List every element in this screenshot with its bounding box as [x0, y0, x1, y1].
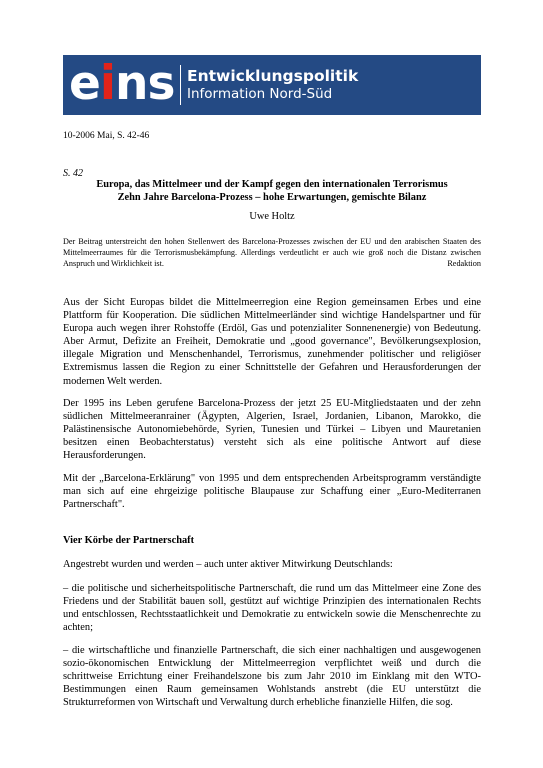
title-line-2: Zehn Jahre Barcelona-Prozess – hohe Erwartungen, gemischte Bilanz: [117, 192, 427, 203]
section-paragraph-1: Angestrebt wurden und werden – auch unter aktiver Mitwirkung Deutschlands:: [63, 559, 393, 570]
logo-prefix: e: [69, 56, 100, 111]
logo-divider: [180, 65, 181, 105]
title-line-1: Europa, das Mittelmeer und der Kampf gegen den internationalen Terrorismus: [96, 179, 448, 190]
author-name: Uwe Holtz: [249, 211, 295, 222]
logo-dot-letter: i: [99, 56, 116, 111]
section-paragraph-2: – die politische und sicherheitspolitische Partnerschaft, die rund um das Mittelmeer eine Zone des Friedens und der Stabilität bauen soll, gestützt auf wichtige Prinzipien des internationalen Rechts und entschlossen, Rechtsstaatlichkeit und Demokratie zu entwickeln sowie die Menschenrechte zu achten;: [63, 583, 481, 634]
teaser-text: Der Beitrag unterstreicht den hohen Stellenwert des Barcelona-Prozesses zwischen der EU und den arabischen Staaten des Mittelmeerraumes für die Terrorismusbekämpfung. Allerdings verdeutlicht er auch wie groß noch die Distanz zwischen Anspruch und Wirklichkeit ist.: [63, 237, 481, 268]
eins-logo: [69, 56, 174, 112]
section-paragraph-3: – die wirtschaftliche und finanzielle Partnerschaft, die sich einer nachhaltigen und ausgewogenen sozio-ökonomischen Entwicklung der Mittelmeerregion verpflichtet weiß und durch die schrittweise Errichtung einer Freihandelszone bis zum Jahr 2010 im Einklang mit den WTO-Bestimmungen einen Raum gemeinsamen Wohlstands anstrebt (die EU unterstützt die Strukturreformen von Wirtschaft und Verwaltung durch erhebliche finanzielle Hilfen, die sog.: [63, 645, 481, 709]
paragraph-2: Der 1995 ins Leben gerufene Barcelona-Prozess der jetzt 25 EU-Mitgliedstaaten und der zehn südlichen Mittelmeeranrainer (Ägypten, Algerien, Israel, Jordanien, Libanon, Marokko, die Palästinensische Autonomiebehörde, Syrien, Tunesien und Türkei – Libyen und Mauretanien besitzen einen Beobachterstatus) versteht sich als eine politische Antwort auf diese Herausforderungen.: [63, 398, 481, 462]
logo-suffix: ns: [115, 56, 175, 111]
teaser-signature: Redaktion: [447, 259, 481, 268]
masthead-banner: [63, 55, 481, 115]
paragraph-3: Mit der „Barcelona-Erklärung" von 1995 und dem entsprechenden Arbeitsprogramm verständigte man sich auf eine ehrgeizige politische Blaupause zur Schaffung einer „Euro-Mediterranen Partnerschaft".: [63, 473, 481, 511]
paragraph-1: Aus der Sicht Europas bildet die Mittelmeerregion eine Region gemeinsamen Erbes und eine Plattform für Kooperation. Die südlichen Mittelmeerländer sind wichtige Handelspartner und für Europa auch wegen ihrer Rohstoffe (Erdöl, Gas und potenzialiter Sonnenenergie) von Bedeutung. Aber Armut, Defizite an Freiheit, Demokratie und „good governance", Bevölkerungsexplosion, illegale Migration und Menschenhandel, Terrorismus, zunehmender politischer und religiöser Extremismus lassen die Region zu einer Schnittstelle der Gefahren und Herausforderungen der modernen Welt werden.: [63, 297, 481, 387]
brand-line-2: Information Nord-Süd: [187, 86, 333, 102]
article-teaser: [63, 236, 481, 269]
issue-reference: 10-2006 Mai, S. 42-46: [63, 131, 150, 141]
brand-line-1: Entwicklungspolitik: [187, 67, 359, 85]
article-title: [63, 178, 481, 204]
section-heading: Vier Körbe der Partnerschaft: [63, 535, 195, 546]
page-reference: S. 42: [63, 168, 83, 179]
